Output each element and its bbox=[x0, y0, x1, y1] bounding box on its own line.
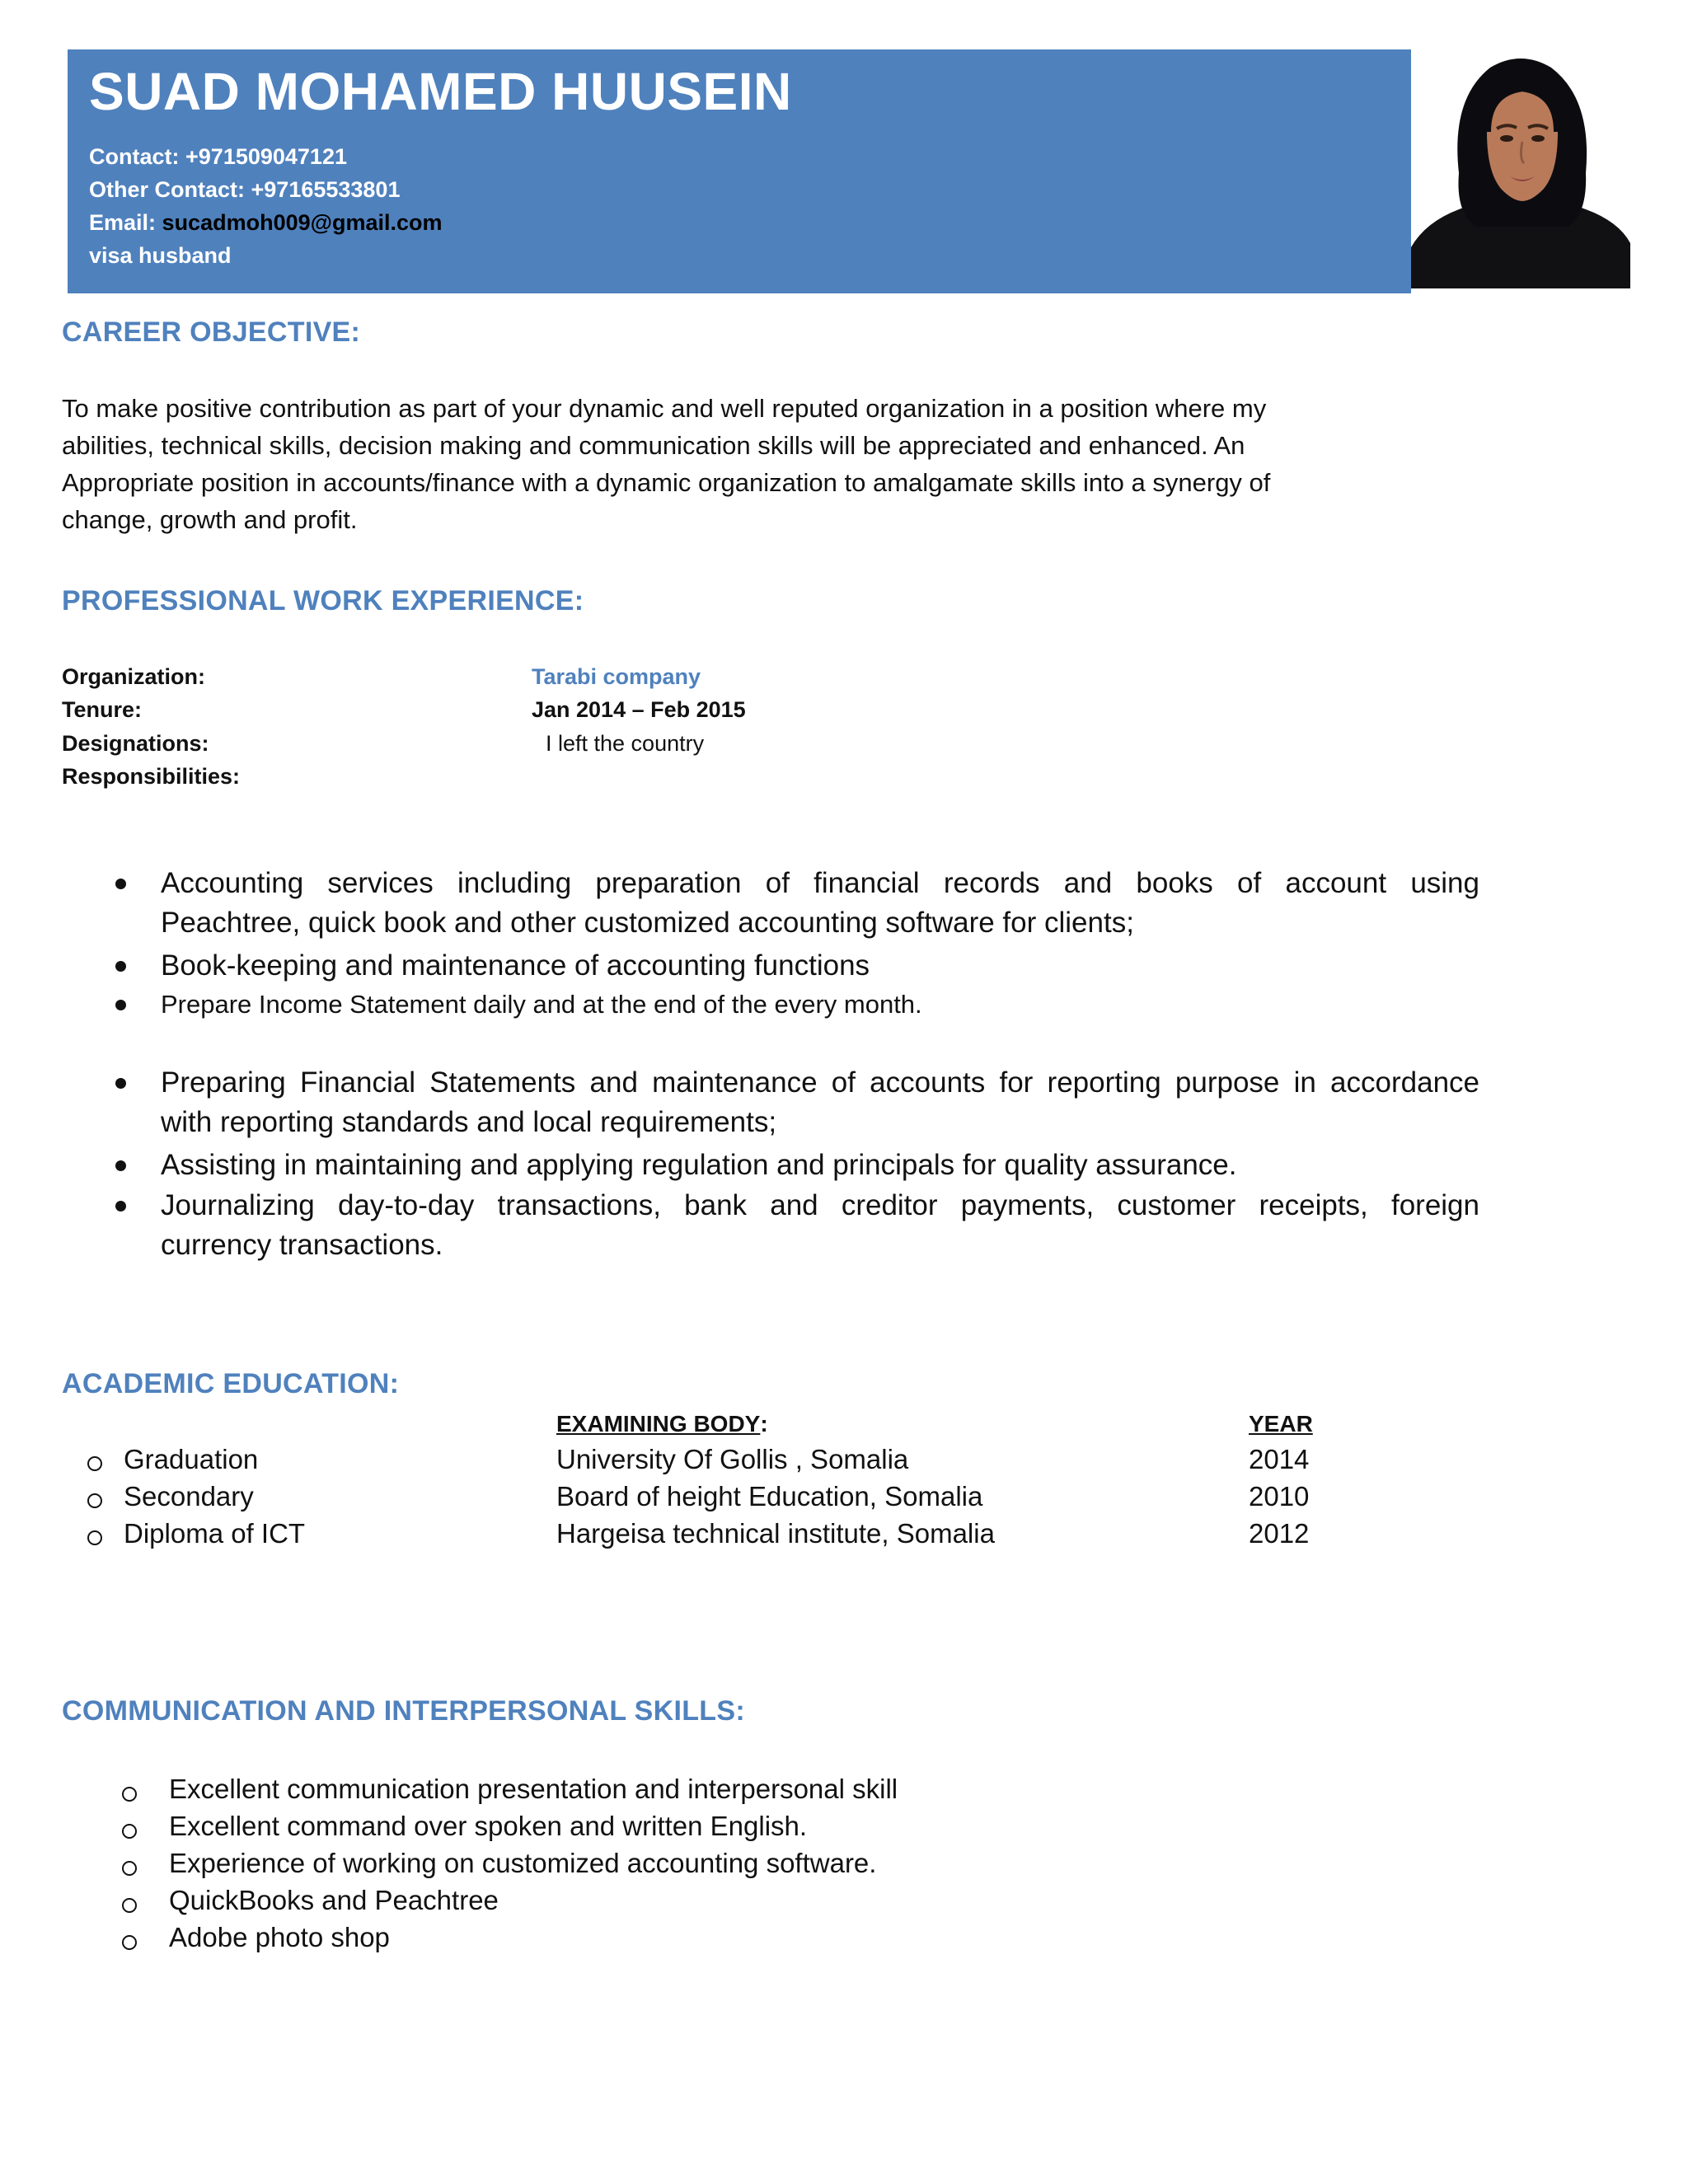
examining-body-header bbox=[556, 1411, 768, 1437]
skill-text: Excellent communication presentation and interpersonal skill bbox=[169, 1774, 898, 1804]
skill-text: Excellent command over spoken and written English. bbox=[169, 1811, 808, 1841]
skill-text: QuickBooks and Peachtree bbox=[169, 1885, 499, 1915]
responsibility-text: Peachtree, quick book and other customized accounting software for clients; bbox=[161, 907, 1134, 939]
skill-text: Adobe photo shop bbox=[169, 1922, 390, 1952]
circle-bullet-icon bbox=[122, 1787, 137, 1802]
examining-body: Hargeisa technical institute, Somalia bbox=[556, 1518, 995, 1549]
objective-line: To make positive contribution as part of your dynamic and well reputed organization in a position where my bbox=[62, 394, 1267, 423]
career-objective-text bbox=[62, 390, 1414, 538]
bullet-icon bbox=[115, 1160, 126, 1171]
qualification: Secondary bbox=[124, 1481, 254, 1511]
tenure-value: Jan 2014 – Feb 2015 bbox=[532, 697, 746, 722]
education-row bbox=[0, 1481, 1688, 1518]
contact-number: +971509047121 bbox=[185, 143, 347, 169]
circle-bullet-icon bbox=[87, 1530, 102, 1545]
designations-value: I left the country bbox=[546, 731, 705, 756]
email-label: Email: bbox=[89, 209, 157, 235]
responsibility-text: Assisting in maintaining and applying regulation and principals for quality assurance. bbox=[161, 1149, 1237, 1181]
bullet-icon bbox=[115, 1000, 126, 1010]
examining-body: Board of height Education, Somalia bbox=[556, 1481, 983, 1511]
responsibility-item bbox=[161, 1146, 1479, 1185]
responsibility-text: Prepare Income Statement daily and at the end of the every month. bbox=[161, 990, 922, 1019]
skill-item bbox=[0, 1848, 1688, 1885]
tenure-label: Tenure: bbox=[62, 697, 143, 722]
objective-line: Appropriate position in accounts/finance with a dynamic organization to amalgamate skills into a synergy of bbox=[62, 468, 1271, 497]
education-row bbox=[0, 1444, 1688, 1481]
year: 2010 bbox=[1249, 1481, 1310, 1511]
bullet-icon bbox=[115, 1078, 126, 1089]
education-row bbox=[0, 1518, 1688, 1555]
year: 2014 bbox=[1249, 1444, 1310, 1474]
skill-text: Experience of working on customized accounting software. bbox=[169, 1848, 877, 1878]
skill-item bbox=[0, 1885, 1688, 1922]
header-banner bbox=[68, 49, 1411, 293]
circle-bullet-icon bbox=[87, 1493, 102, 1508]
responsibility-item bbox=[161, 1063, 1479, 1103]
examining-body: University Of Gollis , Somalia bbox=[556, 1444, 909, 1474]
objective-line: abilities, technical skills, decision making and communication skills will be appreciated and enhanced. An bbox=[62, 431, 1245, 460]
responsibility-text: with reporting standards and local requirements; bbox=[161, 1106, 777, 1138]
year-header: YEAR bbox=[1249, 1411, 1313, 1436]
responsibility-text: Journalizing day-to-day transactions, bank and creditor payments, customer receipts, foreign bbox=[161, 1189, 1479, 1221]
responsibility-item-continued bbox=[161, 903, 1479, 943]
responsibilities-label: Responsibilities: bbox=[62, 764, 241, 789]
circle-bullet-icon bbox=[122, 1824, 137, 1839]
objective-line: change, growth and profit. bbox=[62, 505, 358, 534]
qualification: Graduation bbox=[124, 1444, 259, 1474]
circle-bullet-icon bbox=[122, 1935, 137, 1950]
other-contact-label: Other Contact: bbox=[89, 176, 245, 202]
visa-status: visa husband bbox=[89, 242, 232, 268]
circle-bullet-icon bbox=[122, 1898, 137, 1913]
contact-line bbox=[89, 140, 1411, 173]
responsibility-item-continued bbox=[161, 1103, 1479, 1142]
career-objective-heading: CAREER OBJECTIVE: bbox=[62, 316, 361, 348]
work-experience-heading: PROFESSIONAL WORK EXPERIENCE: bbox=[62, 585, 584, 616]
bullet-icon bbox=[115, 1201, 126, 1212]
skill-item bbox=[0, 1922, 1688, 1959]
responsibility-text: Preparing Financial Statements and maintenance of accounts for reporting purpose in accordance bbox=[161, 1066, 1479, 1099]
email-line bbox=[89, 206, 1411, 239]
circle-bullet-icon bbox=[122, 1861, 137, 1876]
organization-label: Organization: bbox=[62, 664, 205, 689]
education-heading: ACADEMIC EDUCATION: bbox=[62, 1368, 400, 1399]
bullet-icon bbox=[115, 879, 126, 889]
skill-item bbox=[0, 1774, 1688, 1811]
responsibility-text: currency transactions. bbox=[161, 1229, 443, 1261]
candidate-name: SUAD MOHAMED HUUSEIN bbox=[89, 62, 792, 121]
responsibility-item bbox=[161, 1186, 1479, 1226]
organization-value: Tarabi company bbox=[532, 664, 701, 689]
examining-body-header-text: EXAMINING BODY bbox=[556, 1411, 761, 1436]
designations-label: Designations: bbox=[62, 731, 209, 756]
profile-photo bbox=[1411, 49, 1630, 288]
responsibility-item bbox=[161, 864, 1479, 903]
other-contact-number: +97165533801 bbox=[251, 176, 401, 202]
contact-label: Contact: bbox=[89, 143, 180, 169]
responsibility-text: Book-keeping and maintenance of accounting functions bbox=[161, 949, 870, 982]
responsibility-text: Accounting services including preparation of financial records and books of account using bbox=[161, 867, 1479, 899]
bullet-icon bbox=[115, 961, 126, 972]
circle-bullet-icon bbox=[87, 1456, 102, 1471]
year: 2012 bbox=[1249, 1518, 1310, 1549]
responsibility-item-continued bbox=[161, 1226, 1479, 1265]
other-contact-line bbox=[89, 173, 1411, 206]
skills-heading: COMMUNICATION AND INTERPERSONAL SKILLS: bbox=[62, 1695, 745, 1727]
examining-body-header-colon: : bbox=[760, 1411, 768, 1436]
email-link[interactable]: sucadmoh009@gmail.com bbox=[162, 209, 443, 235]
skill-item bbox=[0, 1811, 1688, 1848]
responsibility-item bbox=[161, 985, 1479, 1024]
responsibility-item bbox=[161, 946, 1479, 986]
profile-photo-illustration bbox=[1411, 49, 1630, 288]
qualification: Diploma of ICT bbox=[124, 1518, 306, 1549]
